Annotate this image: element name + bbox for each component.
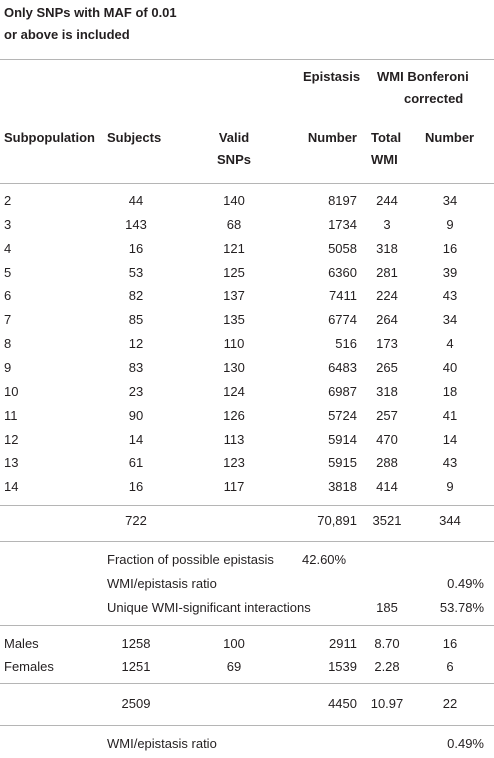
cell-epistasis-number: 5058 [328, 240, 357, 256]
cell-subjects: 61 [128, 455, 144, 471]
cell-total-wmi: 318 [376, 240, 398, 256]
cell-valid-snps: 68 [226, 216, 242, 232]
cell-epistasis-number: 6987 [328, 383, 357, 399]
cell-valid-snps: 117 [223, 479, 245, 495]
fraction-label: Fraction of possible epistasis [107, 552, 274, 567]
cell-subjects: 16 [128, 479, 144, 495]
cell-subpopulation: 4 [4, 240, 12, 256]
cell-valid-snps: 137 [223, 288, 245, 304]
col-header-snps: SNPs [217, 152, 251, 167]
divider [0, 625, 494, 626]
cell-subpopulation: 7 [4, 312, 12, 328]
group-header-epistasis: Epistasis [303, 69, 361, 84]
col-header-total: Total [371, 130, 402, 145]
cell-valid-snps: 135 [223, 312, 245, 328]
cell-subpopulation: 11 [4, 407, 18, 423]
cell-epistasis-number: 7411 [329, 288, 357, 304]
cell-subpopulation: 5 [4, 264, 12, 280]
col-header-number: Number [307, 130, 357, 145]
cell-wmi-number: 34 [442, 193, 458, 208]
cell-wmi-number: 39 [442, 264, 458, 280]
cell-subjects: 1251 [121, 659, 151, 674]
sex-total-number: 4450 [328, 696, 357, 711]
cell-subpopulation: 13 [4, 455, 19, 471]
cell-valid-snps: 125 [223, 264, 245, 280]
cell-valid-snps: 121 [223, 240, 245, 256]
cell-epistasis-number: 6774 [328, 312, 357, 328]
total-wmi-number: 344 [439, 513, 461, 528]
cell-epistasis-number: 8197 [328, 193, 357, 208]
cell-total-wmi: 264 [376, 312, 398, 328]
cell-wmi-number: 4 [446, 336, 454, 352]
cell-subpopulation: 6 [4, 288, 12, 304]
cell-valid-snps: 69 [226, 659, 242, 674]
cell-total-wmi: 470 [376, 431, 398, 447]
cell-wmi-number: 34 [442, 312, 458, 328]
col-header-subjects: Subjects [107, 130, 162, 145]
table-caption-line-2: or above is included [4, 27, 130, 42]
cell-valid-snps: 140 [223, 193, 245, 208]
total-wmi: 3521 [372, 513, 402, 528]
cell-wmi-number: 14 [442, 431, 458, 447]
cell-subjects: 82 [128, 288, 144, 304]
cell-epistasis-number: 1734 [328, 216, 357, 232]
cell-total-wmi: 2.28 [374, 659, 400, 674]
col-header-subpopulation: Subpopulation [4, 130, 95, 145]
cell-subjects: 1258 [121, 636, 151, 651]
cell-wmi-number: 43 [442, 455, 458, 471]
table-caption-line-1: Only SNPs with MAF of 0.01 [4, 5, 177, 20]
cell-valid-snps: 124 [223, 383, 245, 399]
cell-subjects: 53 [128, 264, 144, 280]
cell-total-wmi: 414 [376, 479, 398, 495]
cell-wmi-number: 6 [446, 659, 454, 674]
cell-total-wmi: 244 [376, 193, 398, 208]
cell-total-wmi: 281 [376, 264, 398, 280]
cell-wmi-number: 16 [442, 636, 458, 651]
group-header-wmi-line-2: corrected [404, 91, 464, 106]
col-header-wmi-number: Number [425, 130, 475, 145]
cell-subjects: 143 [125, 216, 147, 232]
cell-subjects: 90 [128, 407, 144, 423]
cell-epistasis-number: 5914 [328, 431, 357, 447]
ratio-value: 0.49% [447, 576, 484, 591]
cell-wmi-number: 41 [442, 407, 458, 423]
cell-subjects: 12 [128, 336, 144, 352]
unique-label: Unique WMI-significant interactions [107, 600, 311, 615]
cell-epistasis-number: 516 [335, 336, 357, 352]
cell-valid-snps: 113 [223, 431, 245, 447]
cell-subjects: 83 [128, 359, 144, 375]
col-header-total-wmi: WMI [371, 152, 398, 167]
total-epistasis-number: 70,891 [317, 513, 357, 528]
fraction-value: 42.60% [302, 552, 347, 567]
cell-subjects: 44 [128, 193, 144, 208]
col-header-valid: Valid [218, 130, 250, 145]
cell-epistasis-number: 6483 [328, 359, 357, 375]
cell-subjects: 14 [128, 431, 144, 447]
cell-subpopulation: 2 [4, 193, 12, 208]
cell-wmi-number: 43 [442, 288, 458, 304]
unique-pct: 53.78% [439, 600, 484, 615]
total-subjects: 722 [125, 513, 147, 528]
divider [0, 541, 494, 542]
cell-subpopulation: 14 [4, 479, 19, 495]
group-header-wmi: WMI Bonferoni [377, 69, 469, 84]
cell-valid-snps: 123 [223, 455, 245, 471]
sex-total-subjects: 2509 [121, 696, 151, 711]
final-ratio-label: WMI/epistasis ratio [107, 736, 217, 751]
cell-subpopulation: 8 [4, 336, 12, 352]
cell-subpopulation: 9 [4, 359, 12, 375]
cell-subpopulation: Males [4, 636, 39, 651]
cell-subpopulation: 12 [4, 431, 19, 447]
cell-subjects: 85 [128, 312, 144, 328]
sex-total-wmi: 10.97 [370, 696, 404, 711]
cell-epistasis-number: 6360 [328, 264, 357, 280]
cell-total-wmi: 8.70 [374, 636, 400, 651]
cell-wmi-number: 18 [442, 383, 458, 399]
divider [0, 505, 494, 506]
cell-wmi-number: 40 [442, 359, 458, 375]
unique-count: 185 [376, 600, 398, 615]
cell-subpopulation: 10 [4, 383, 19, 399]
cell-valid-snps: 100 [223, 636, 245, 651]
cell-total-wmi: 224 [376, 288, 398, 304]
cell-epistasis-number: 2911 [329, 636, 357, 651]
cell-wmi-number: 9 [446, 479, 454, 495]
final-ratio-value: 0.49% [447, 736, 484, 751]
cell-epistasis-number: 5724 [328, 407, 357, 423]
divider [0, 59, 494, 60]
cell-epistasis-number: 5915 [328, 455, 357, 471]
cell-wmi-number: 16 [442, 240, 458, 256]
cell-valid-snps: 130 [223, 359, 245, 375]
cell-total-wmi: 288 [376, 455, 398, 471]
cell-subpopulation: Females [4, 659, 54, 674]
cell-epistasis-number: 1539 [328, 659, 357, 674]
cell-valid-snps: 126 [223, 407, 245, 423]
divider [0, 683, 494, 684]
cell-total-wmi: 257 [376, 407, 398, 423]
cell-total-wmi: 173 [376, 336, 398, 352]
cell-valid-snps: 110 [223, 336, 245, 352]
cell-subjects: 23 [128, 383, 144, 399]
cell-subjects: 16 [128, 240, 144, 256]
cell-wmi-number: 9 [446, 216, 454, 232]
sex-total-wmi-number: 22 [442, 696, 458, 711]
cell-epistasis-number: 3818 [328, 479, 357, 495]
divider [0, 183, 494, 184]
cell-total-wmi: 265 [376, 359, 398, 375]
cell-subpopulation: 3 [4, 216, 12, 232]
cell-total-wmi: 318 [376, 383, 398, 399]
ratio-label: WMI/epistasis ratio [107, 576, 217, 591]
cell-total-wmi: 3 [383, 216, 391, 232]
divider [0, 725, 494, 726]
